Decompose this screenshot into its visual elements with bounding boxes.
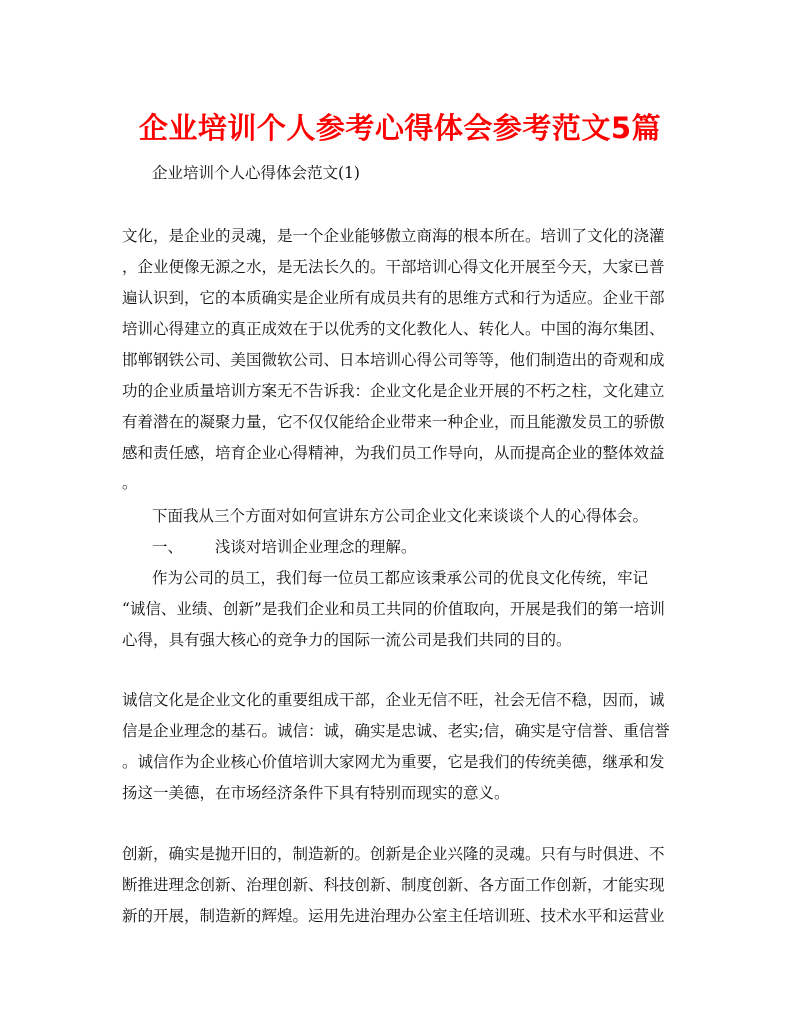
document-subtitle: 企业培训个人心得体会范文(1) <box>152 164 360 182</box>
paragraph-line: 诚信文化是企业文化的重要组成干部，企业无信不旺，社会无信不稳，因而，诚 <box>122 691 665 709</box>
section-heading-text: 浅谈对培训企业理念的理解。 <box>214 538 417 556</box>
paragraph-line: ，企业便像无源之水，是无法长久的。干部培训心得文化开展至今天，大家已普 <box>122 258 665 276</box>
paragraph-line: 断推进理念创新、治理创新、科技创新、制度创新、各方面工作创新，才能实现 <box>122 876 665 894</box>
section-number: 一、 <box>152 538 184 556</box>
paragraph-line: 培训心得建立的真正成效在于以优秀的文化教化人、转化人。中国的海尔集团、 <box>122 320 665 338</box>
paragraph-line: 。诚信作为企业核心价值培训大家网尤为重要，它是我们的传统美德，继承和发 <box>122 753 665 771</box>
paragraph-line: 新的开展，制造新的辉煌。运用先进治理办公室主任培训班、技术水平和运营业 <box>122 907 665 925</box>
paragraph-line: 创新，确实是抛开旧的，制造新的。创新是企业兴隆的灵魂。只有与时俱进、不 <box>122 845 665 863</box>
paragraph-line: 有着潜在的凝聚力量，它不仅仅能给企业带来一种企业，而且能激发员工的骄傲 <box>122 413 665 431</box>
paragraph-line: 邯郸钢铁公司、美国微软公司、日本培训心得公司等等，他们制造出的奇观和成 <box>122 351 665 369</box>
paragraph-line: 文化，是企业的灵魂，是一个企业能够傲立商海的根本所在。培训了文化的浇灌 <box>122 227 665 245</box>
document-title: 企业培训个人参考心得体会参考范文5篇 <box>138 111 662 145</box>
paragraph-line: 信是企业理念的基石。诚信：诚，确实是忠诚、老实;信，确实是守信誉、重信誉 <box>122 722 670 740</box>
section-heading <box>152 534 712 560</box>
paragraph-line: 功的企业质量培训方案无不告诉我：企业文化是企业开展的不朽之柱，文化建立 <box>122 382 665 400</box>
paragraph-line: 心得，具有强大核心的竞争力的国际一流公司是我们共同的目的。 <box>122 631 572 649</box>
paragraph-line: 遍认识到，它的本质确实是企业所有成员共有的思维方式和行为适应。企业干部 <box>122 289 665 307</box>
paragraph-line: 下面我从三个方面对如何宣讲东方公司企业文化来谈谈个人的心得体会。 <box>152 507 649 525</box>
paragraph-line: 。 <box>122 474 138 492</box>
paragraph-line: “诚信、业绩、创新”是我们企业和员工共同的价值取向，开展是我们的第一培训 <box>122 600 665 618</box>
paragraph-line: 扬这一美德，在市场经济条件下具有特别而现实的意义。 <box>122 784 510 802</box>
paragraph-line: 感和责任感，培育企业心得精神，为我们员工作导向，从而提高企业的整体效益 <box>122 444 665 462</box>
paragraph-line: 作为公司的员工，我们每一位员工都应该秉承公司的优良文化传统，牢记 <box>152 569 649 587</box>
